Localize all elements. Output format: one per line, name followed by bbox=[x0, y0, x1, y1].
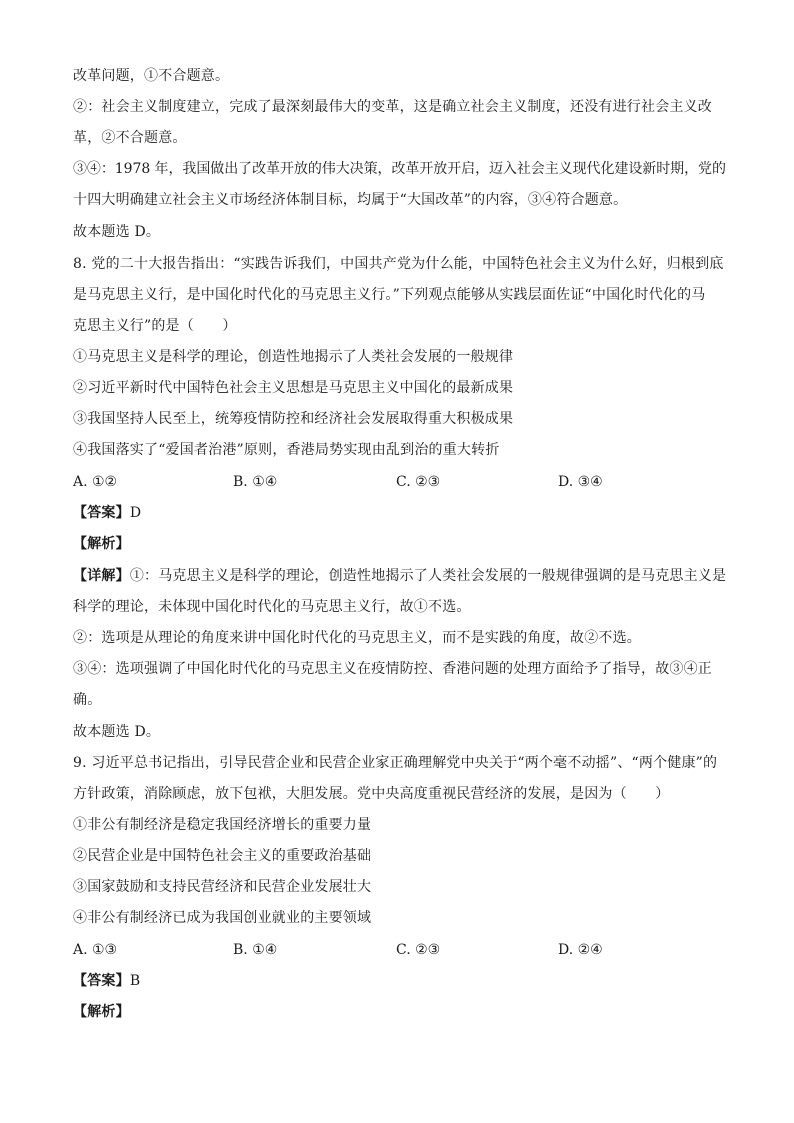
answer-value: B bbox=[129, 973, 141, 989]
q8-detail-line: ③④：选项强调了中国化时代化的马克思主义在疫情防控、香港问题的处理方面给予了指导，故③④正 bbox=[73, 661, 712, 677]
q9-statement-3: ③国家鼓励和支持民营经济和民营企业发展壮大 bbox=[73, 879, 372, 895]
q9-option-d: D. ②④ bbox=[558, 942, 603, 958]
q8-answer bbox=[73, 503, 141, 523]
answer-value: D bbox=[129, 505, 142, 521]
q8-detail-line: 确。 bbox=[73, 692, 102, 708]
q8-detail-line bbox=[73, 566, 726, 586]
answer-label: 【答案】 bbox=[73, 973, 130, 989]
q9-option-c: C. ②③ bbox=[396, 942, 441, 958]
q9-statement-4: ④非公有制经济已成为我国创业就业的主要领域 bbox=[73, 910, 372, 926]
q8-option-d: D. ③④ bbox=[558, 474, 603, 490]
q9-statement-2: ②民营企业是中国特色社会主义的重要政治基础 bbox=[73, 848, 372, 864]
q8-conclusion: 故本题选 D。 bbox=[73, 724, 161, 740]
q8-statement-4: ④我国落实了“爱国者治港”原则，香港局势实现由乱到治的重大转折 bbox=[73, 442, 500, 458]
analysis-line: ③④：1978 年，我国做出了改革开放的伟大决策，改革开放开启，迈入社会主义现代化建设新时期，党的 bbox=[73, 161, 726, 177]
analysis-line: 十四大明确建立社会主义市场经济体制目标，均属于“大国改革”的内容，③④符合题意。 bbox=[73, 192, 628, 208]
q8-analysis-label: 【解析】 bbox=[73, 536, 130, 552]
q8-stem: 8. 党的二十大报告指出：“实践告诉我们，中国共产党为什么能，中国特色社会主义为什么好，归根到底 bbox=[73, 256, 724, 272]
q8-statement-3: ③我国坚持人民至上，统筹疫情防控和经济社会发展取得重大积极成果 bbox=[73, 411, 514, 427]
analysis-line: ②：社会主义制度建立，完成了最深刻最伟大的变革，这是确立社会主义制度，还没有进行社会主义改 bbox=[73, 99, 712, 115]
detail-text: ①：马克思主义是科学的理论，创造性地揭示了人类社会发展的一般规律强调的是马克思主义是 bbox=[129, 568, 727, 584]
q9-stem: 9. 习近平总书记指出，引导民营企业和民营企业家正确理解党中央关于“两个毫不动摇”、“两个健康”的 bbox=[73, 755, 718, 771]
q9-option-b: B. ①④ bbox=[233, 942, 278, 958]
answer-label: 【答案】 bbox=[73, 505, 130, 521]
analysis-line: 革，②不合题意。 bbox=[73, 130, 187, 146]
q8-stem: 是马克思主义行，是中国化时代化的马克思主义行。”下列观点能够从实践层面佐证“中国化时代化的马 bbox=[73, 287, 706, 303]
q9-answer bbox=[73, 971, 140, 991]
detail-label: 【详解】 bbox=[73, 568, 130, 584]
q8-option-b: B. ①④ bbox=[233, 474, 278, 490]
q9-option-a: A. ①③ bbox=[73, 942, 118, 958]
q8-option-c: C. ②③ bbox=[396, 474, 441, 490]
analysis-line: 改革问题，①不合题意。 bbox=[73, 68, 230, 84]
q9-stem: 方针政策，消除顾虑，放下包袱，大胆发展。党中央高度重视民营经济的发展，是因为（ ） bbox=[73, 786, 670, 802]
q8-stem: 克思主义行”的是（ ） bbox=[73, 318, 237, 334]
conclusion-line: 故本题选 D。 bbox=[73, 224, 161, 240]
q9-analysis-label: 【解析】 bbox=[73, 1004, 130, 1020]
q8-statement-2: ②习近平新时代中国特色社会主义思想是马克思主义中国化的最新成果 bbox=[73, 380, 514, 396]
q8-statement-1: ①马克思主义是科学的理论，创造性地揭示了人类社会发展的一般规律 bbox=[73, 349, 514, 365]
q8-detail-line: ②：选项是从理论的角度来讲中国化时代化的马克思主义，而不是实践的角度，故②不选。 bbox=[73, 630, 641, 646]
q9-statement-1: ①非公有制经济是稳定我国经济增长的重要力量 bbox=[73, 817, 372, 833]
q8-detail-line: 科学的理论，未体现中国化时代化的马克思主义行，故①不选。 bbox=[73, 599, 471, 615]
q8-option-a: A. ①② bbox=[73, 474, 118, 490]
